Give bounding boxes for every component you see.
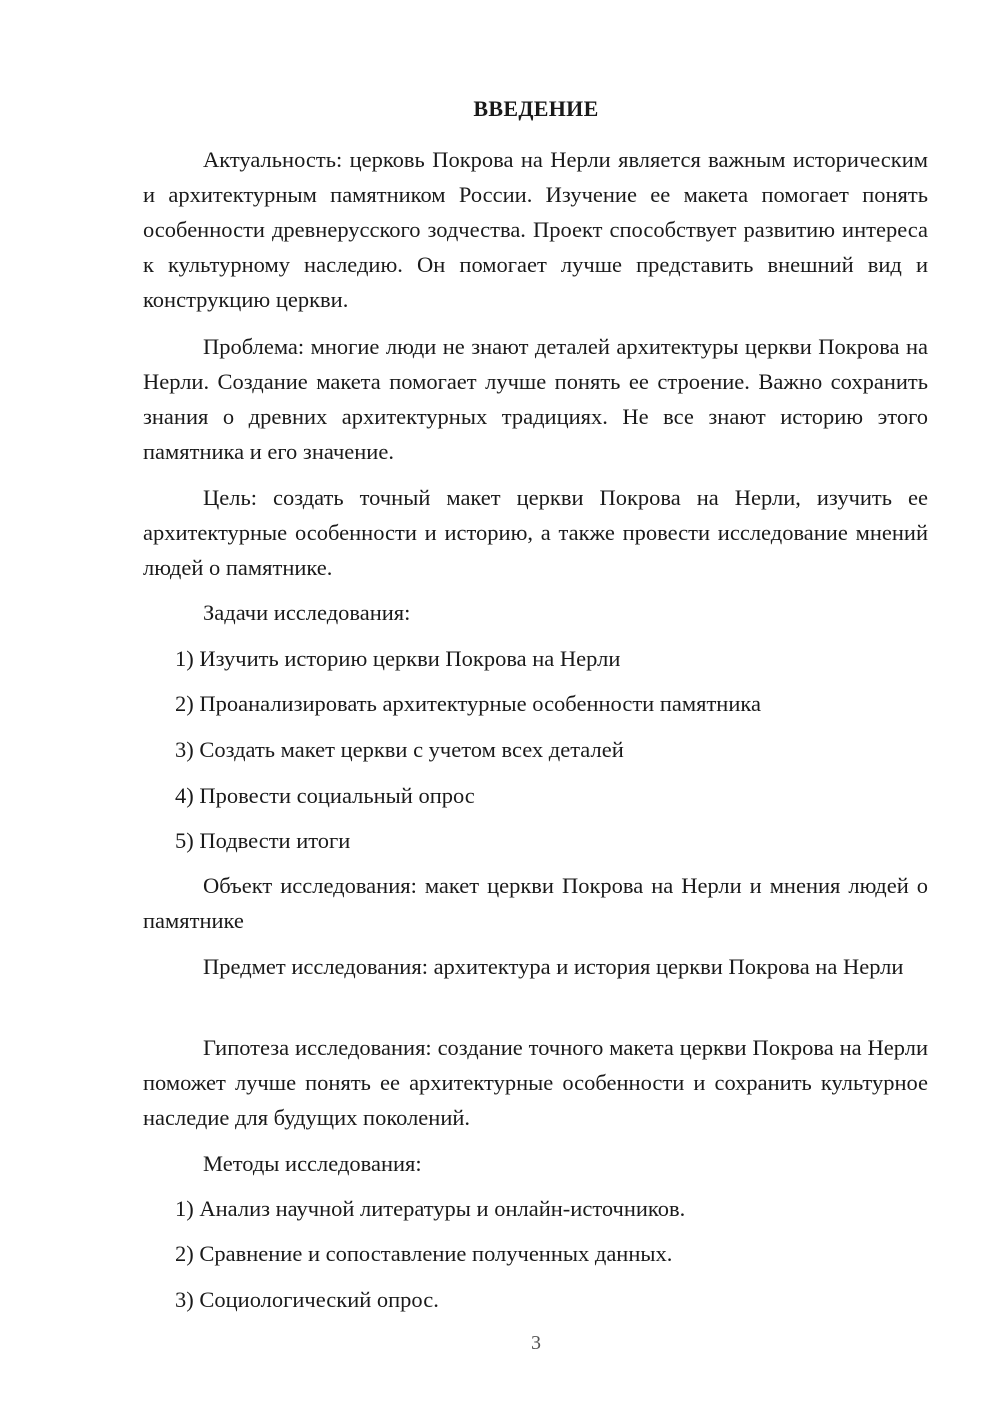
relevance-paragraph: Актуальность: церковь Покрова на Нерли является важным историческим и архитектурным памятником России. Изучение ее макета помогает понять особенности древнерусского зодчества. Проект способствует развитию интереса к культурному наследию. Он помогает лучше представить внешний вид и конструкцию церкви. xyxy=(143,147,928,312)
goal-paragraph: Цель: создать точный макет церкви Покрова на Нерли, изучить ее архитектурные особенности и историю, а также провести исследование мнений людей о памятнике. xyxy=(143,485,928,580)
object-paragraph: Объект исследования: макет церкви Покрова на Нерли и мнения людей о памятнике xyxy=(143,873,928,933)
method-item: 2) Сравнение и сопоставление полученных данных. xyxy=(175,1241,673,1266)
page-title: ВВЕДЕНИЕ xyxy=(473,96,599,121)
subject-paragraph: Предмет исследования: архитектура и история церкви Покрова на Нерли xyxy=(203,954,904,979)
method-item: 3) Социологический опрос. xyxy=(175,1287,439,1312)
task-item: 2) Проанализировать архитектурные особенности памятника xyxy=(175,691,761,716)
page-number: 3 xyxy=(531,1332,541,1354)
tasks-heading: Задачи исследования: xyxy=(203,600,411,625)
hypothesis-paragraph: Гипотеза исследования: создание точного макета церкви Покрова на Нерли поможет лучше понять ее архитектурные особенности и сохранить культурное наследие для будущих поколений. xyxy=(143,1035,928,1130)
task-item: 1) Изучить историю церкви Покрова на Нерли xyxy=(175,646,621,671)
problem-paragraph: Проблема: многие люди не знают деталей архитектуры церкви Покрова на Нерли. Создание макета помогает лучше понять ее строение. Важно сохранить знания о древних архитектурных традициях. Не все знают историю этого памятника и его значение. xyxy=(143,334,928,464)
task-item: 5) Подвести итоги xyxy=(175,828,351,853)
task-item: 4) Провести социальный опрос xyxy=(175,783,475,808)
methods-heading: Методы исследования: xyxy=(203,1151,422,1176)
method-item: 1) Анализ научной литературы и онлайн-источников. xyxy=(175,1196,686,1221)
task-item: 3) Создать макет церкви с учетом всех деталей xyxy=(175,737,624,762)
